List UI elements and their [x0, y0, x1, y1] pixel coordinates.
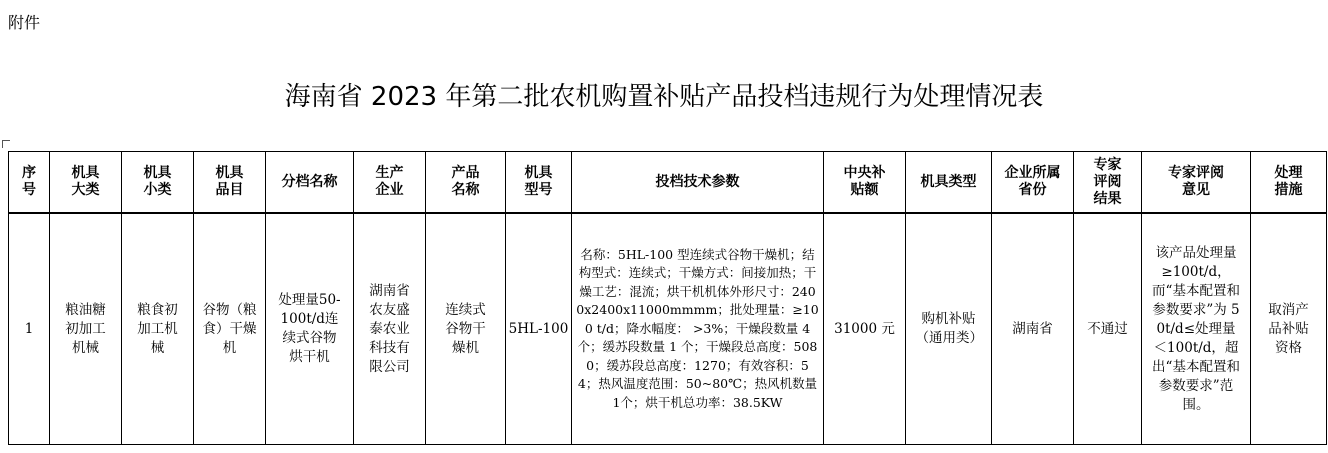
cell-machine-type: 购机补贴（通用类）	[906, 213, 992, 445]
col-header-item: 机具品目	[194, 152, 266, 214]
col-header-review-opinion: 专家评阅意见	[1142, 152, 1251, 214]
cell-review-result: 不通过	[1074, 213, 1142, 445]
cell-product-name: 连续式谷物干燥机	[426, 213, 506, 445]
table-row	[9, 213, 1327, 445]
cell-subcategory: 粮食初加工机械	[122, 213, 194, 445]
col-header-review-result: 专家评阅结果	[1074, 152, 1142, 214]
col-header-province: 企业所属省份	[992, 152, 1074, 214]
col-header-subcategory: 机具小类	[122, 152, 194, 214]
cell-manufacturer: 湖南省农友盛泰农业科技有限公司	[354, 213, 426, 445]
cell-params: 名称：5HL-100 型连续式谷物干燥机；结构型式：连续式；干燥方式：间接加热；干燥工艺：混流；烘干机机体外形尺寸：2400x2400x11000mmmm；批处理量：≥100 t/d；降水幅度： >3%；干燥段数量 4 个；缓苏段数量 1 个；干燥段总高度：5080；缓苏段总高度：1270；有效容积：54；热风温度范围：50~80℃；热风机数量 1个；烘干机总功率：38.5KW	[572, 213, 824, 445]
cell-seq: 1	[9, 213, 50, 445]
col-header-measure: 处理措施	[1251, 152, 1327, 214]
cell-province: 湖南省	[992, 213, 1074, 445]
cell-item: 谷物（粮食）干燥机	[194, 213, 266, 445]
cell-category: 粮油糖初加工机械	[50, 213, 122, 445]
cell-tier: 处理量50-100t/d连续式谷物烘干机	[266, 213, 354, 445]
cell-measure: 取消产品补贴资格	[1251, 213, 1327, 445]
col-header-product-name: 产品名称	[426, 152, 506, 214]
table-header-row	[9, 152, 1327, 214]
cell-subsidy: 31000 元	[824, 213, 906, 445]
col-header-machine-type: 机具类型	[906, 152, 992, 214]
cell-review-opinion: 该产品处理量≥100t/d，而“基本配置和参数要求”为 50t/d≤处理量＜100t/d，超出“基本配置和参数要求”范围。	[1142, 213, 1251, 445]
col-header-params: 投档技术参数	[572, 152, 824, 214]
page-title: 海南省 2023 年第二批农机购置补贴产品投档违规行为处理情况表	[284, 82, 1044, 112]
col-header-model: 机具型号	[506, 152, 572, 214]
violations-table	[8, 151, 1327, 445]
col-header-manufacturer: 生产企业	[354, 152, 426, 214]
col-header-tier: 分档名称	[266, 152, 354, 214]
annex-label: 附件	[8, 13, 41, 32]
cell-model: 5HL-100	[506, 213, 572, 445]
col-header-subsidy: 中央补贴额	[824, 152, 906, 214]
table-anchor-mark	[2, 140, 10, 148]
col-header-seq: 序号	[9, 152, 50, 214]
col-header-category: 机具大类	[50, 152, 122, 214]
